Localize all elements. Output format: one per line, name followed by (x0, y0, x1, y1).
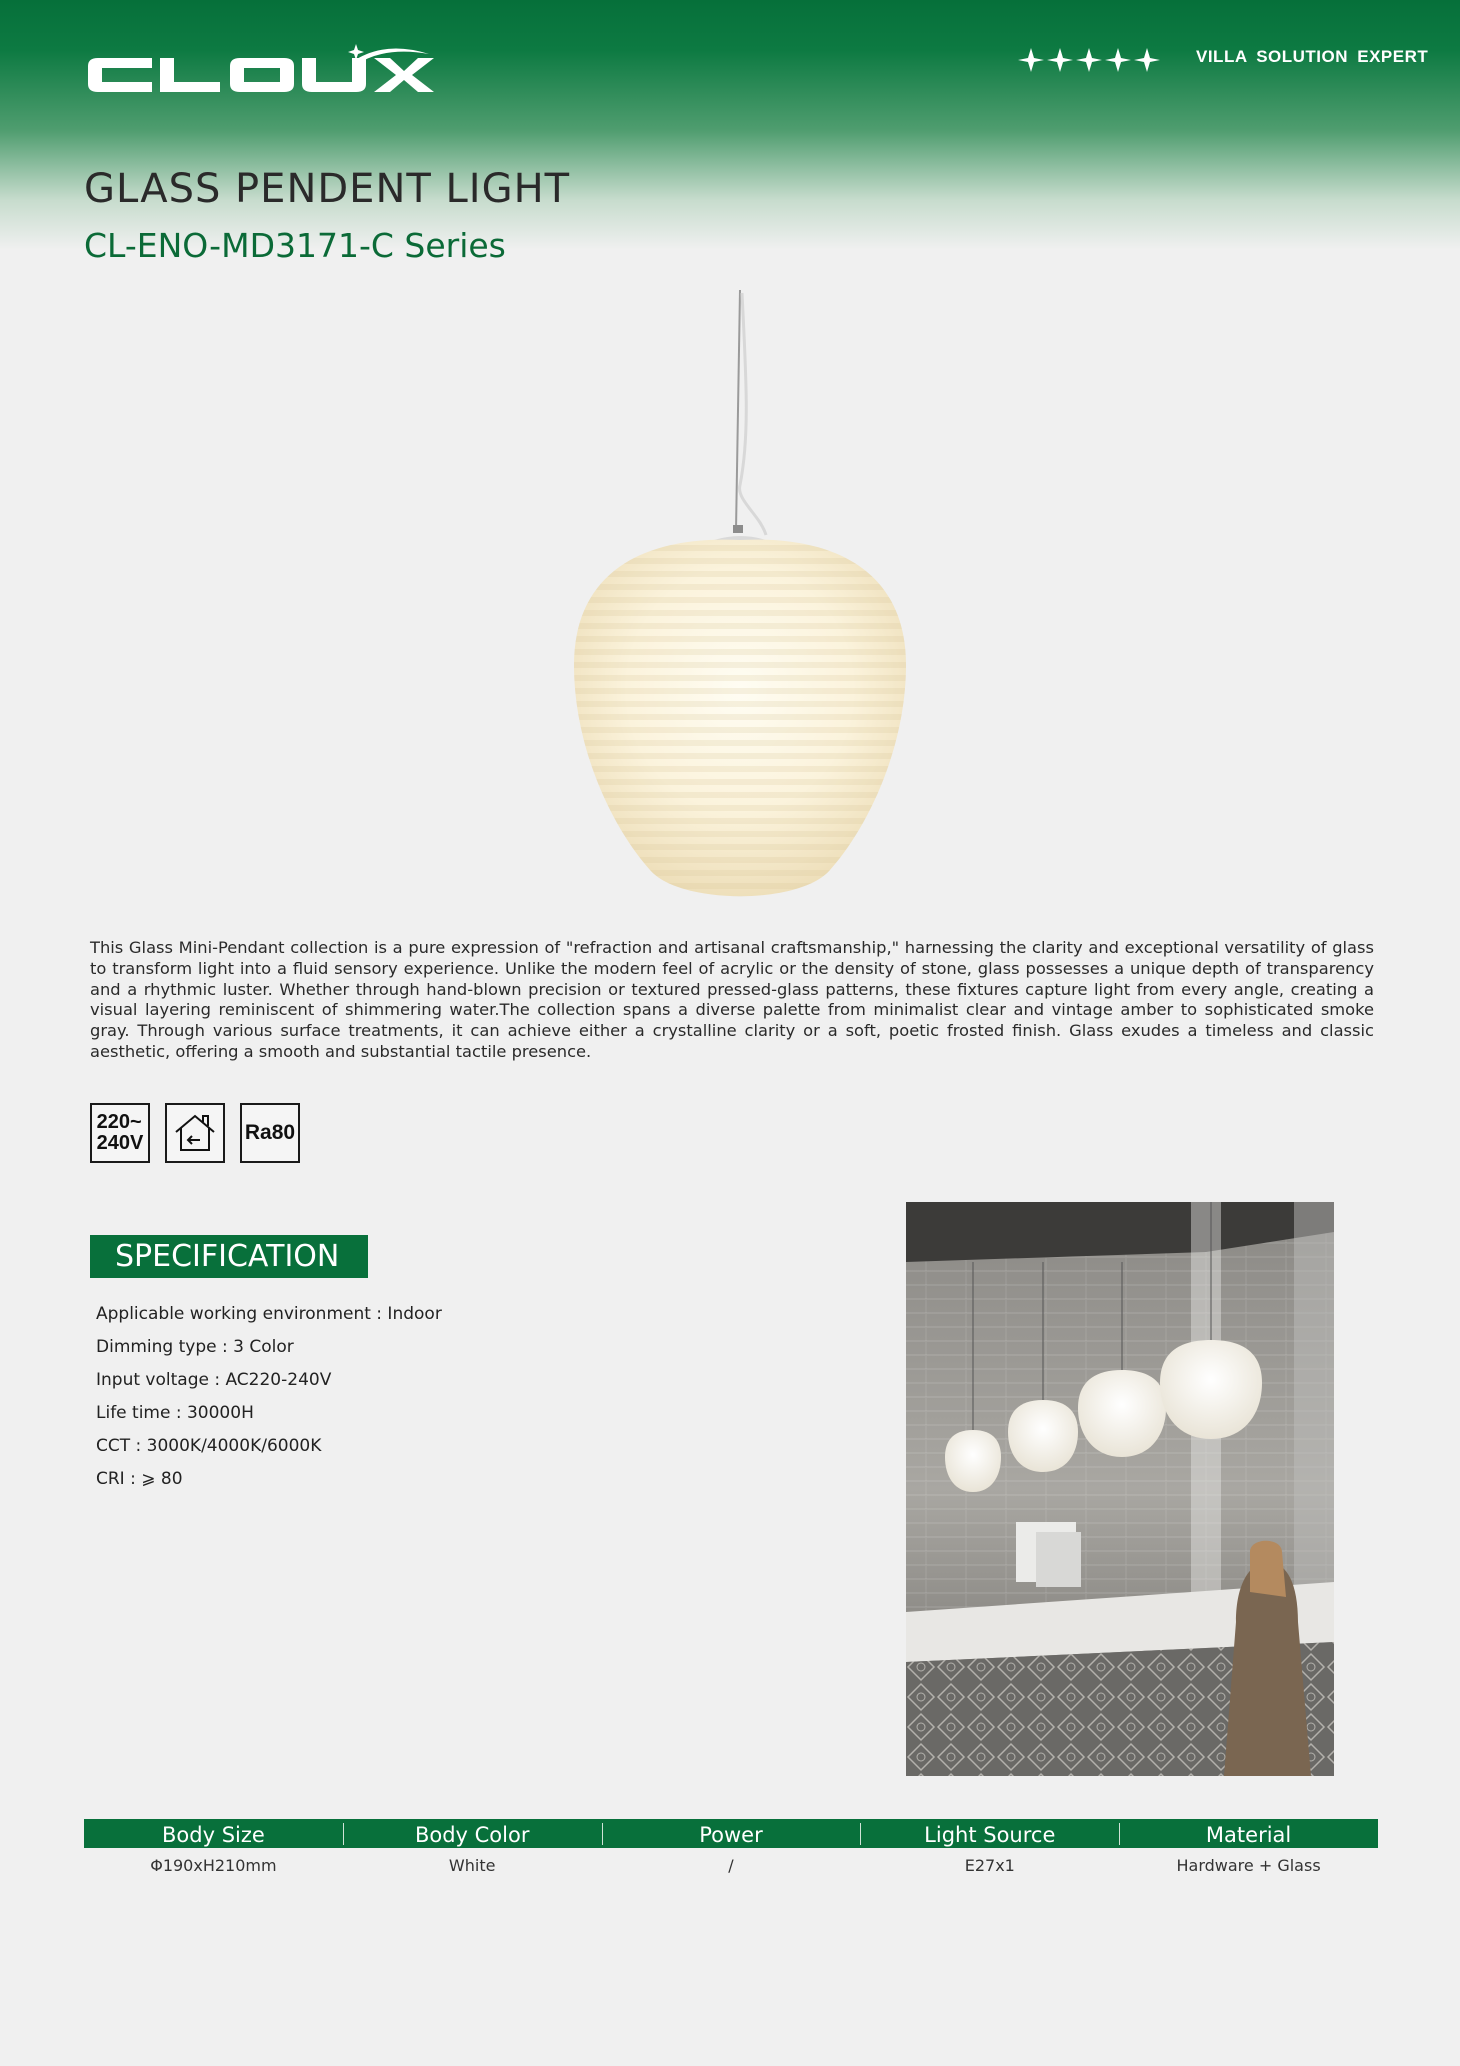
product-title: GLASS PENDENT LIGHT (84, 166, 571, 212)
spec-item-cct: CCT : 3000K/4000K/6000K (96, 1436, 322, 1456)
installation-scene-photo (906, 1202, 1334, 1776)
cri-badge (240, 1103, 300, 1163)
spec-item-dimming: Dimming type : 3 Color (96, 1337, 294, 1357)
spec-item-voltage: Input voltage : AC220-240V (96, 1370, 332, 1390)
table-header-power: Power (602, 1819, 861, 1848)
spec-item-environment: Applicable working environment : Indoor (96, 1304, 442, 1324)
table-header-body-color: Body Color (343, 1819, 602, 1848)
table-cell-light-source: E27x1 (964, 1856, 1015, 1875)
table-header-material: Material (1119, 1819, 1378, 1848)
table-cell-body-color: White (448, 1856, 496, 1875)
table-cell-power: / (728, 1856, 734, 1875)
cloux-logo (84, 40, 444, 102)
pendant-lamp-image (540, 285, 940, 915)
spec-table-row (84, 1856, 1378, 1875)
voltage-line-1: 220~ (96, 1111, 142, 1133)
table-cell-material: Hardware + Glass (1176, 1856, 1321, 1875)
series-name: CL-ENO-MD3171-C Series (84, 226, 506, 265)
cri-badge-label: Ra80 (244, 1121, 296, 1144)
five-star-rating-icon (1018, 40, 1160, 80)
tagline: VILLA SOLUTION EXPERT (1196, 47, 1429, 66)
product-description: This Glass Mini-Pendant collection is a pure expression of "refraction and artisanal craftsmanship," harnessing the clarity and exceptional versatility of glass to transform light into a fluid sensory experience. Unlike the modern feel of acrylic or the density of stone, glass possesses a unique depth of transparency and a rhythmic luster. Whether through hand-blown precision or textured pressed-glass patterns, these fixtures capture light from every angle, creating a visual layering reminiscent of shimmering water.The collection spans a diverse palette from minimalist clear and vintage amber to sophisticated smoke gray. Through various surface treatments, it can achieve either a crystalline clarity or a soft, poetic frosted finish. Glass exudes a timeless and classic aesthetic, offering a smooth and substantial tactile presence. (90, 938, 1374, 1061)
header-background (0, 0, 1460, 260)
table-header-light-source: Light Source (860, 1819, 1119, 1848)
voltage-line-2: 240V (96, 1132, 144, 1154)
spec-table-header (84, 1819, 1378, 1848)
voltage-badge (90, 1103, 150, 1163)
table-cell-body-size: Φ190xH210mm (150, 1856, 277, 1875)
spec-item-lifetime: Life time : 30000H (96, 1403, 254, 1423)
specification-list (96, 1302, 442, 1500)
specification-heading: SPECIFICATION (90, 1235, 368, 1278)
indoor-badge (165, 1103, 225, 1163)
spec-item-cri: CRI : ⩾ 80 (96, 1469, 183, 1489)
table-header-body-size: Body Size (162, 1823, 265, 1847)
indoor-house-icon (170, 1110, 220, 1156)
